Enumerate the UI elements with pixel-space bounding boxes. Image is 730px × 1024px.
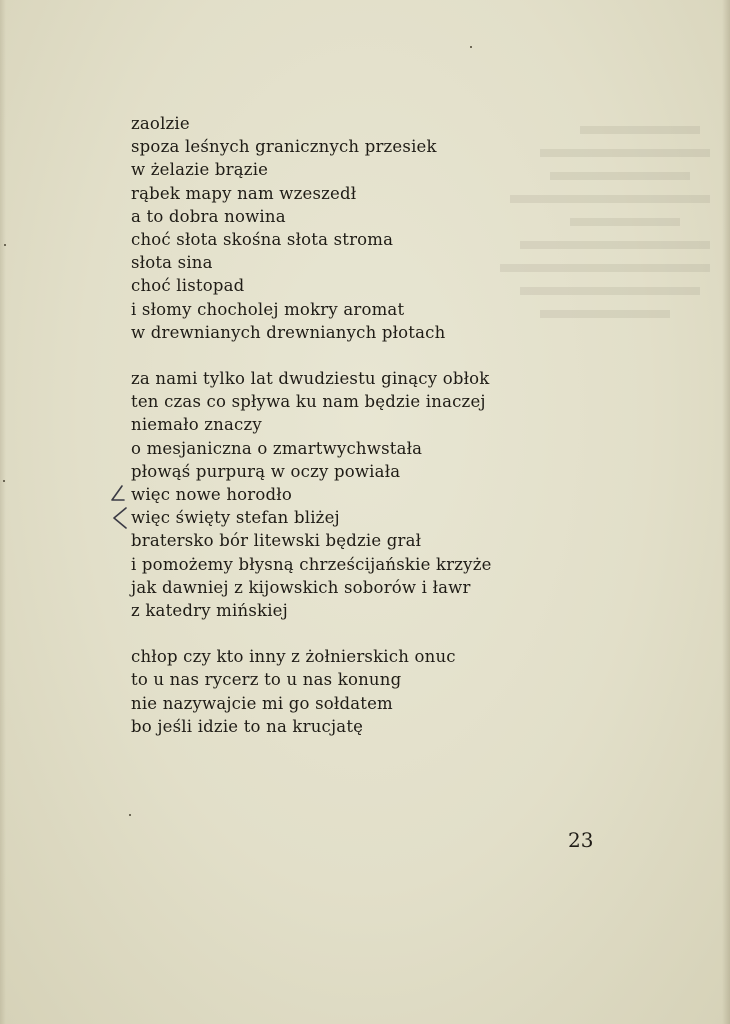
handwritten-bracket-mark (106, 484, 132, 530)
verse-line: o mesjaniczna o zmartwychwstała (131, 438, 423, 458)
page-right-edge-shadow (722, 0, 730, 1024)
verse-line: rąbek mapy nam wzeszedł (131, 183, 357, 203)
verse-line: niemało znaczy (131, 415, 262, 435)
verse-line: za nami tylko lat dwudziestu ginący obłok (131, 369, 490, 389)
verse-line: to u nas rycerz to u nas konung (131, 670, 402, 690)
stanza-3 (131, 645, 551, 738)
paper-speck (3, 480, 5, 482)
verse-line: więc nowe horodło (131, 485, 292, 505)
verse-line: bratersko bór litewski będzie grał (131, 531, 422, 551)
verse-line: nie nazywajcie mi go sołdatem (131, 693, 393, 713)
verse-line: choć słota skośna słota stroma (131, 230, 394, 250)
verse-line: w żelazie brązie (131, 160, 269, 180)
paper-speck (470, 46, 472, 48)
verse-line: jak dawniej z kijowskich soborów i ławr (131, 577, 471, 597)
verse-line: a to dobra nowina (131, 206, 286, 226)
verse-line: i słomy chocholej mokry aromat (131, 299, 405, 319)
page-left-edge-shadow (0, 0, 6, 1024)
verse-line: choć listopad (131, 276, 245, 296)
verse-line: i pomożemy błysną chrześcijańskie krzyże (131, 554, 492, 574)
verse-line: bo jeśli idzie to na krucjatę (131, 716, 364, 736)
poem-text (131, 112, 551, 738)
verse-line: więc święty stefan bliżej (131, 508, 340, 528)
paper-speck (4, 244, 6, 246)
verse-line: chłop czy kto inny z żołnierskich onuc (131, 647, 456, 667)
verse-line: zaolzie (131, 114, 190, 133)
page-number: 23 (568, 828, 594, 852)
stanza-2 (131, 367, 551, 622)
verse-line: płowąś purpurą w oczy powiała (131, 461, 401, 481)
verse-line: spoza leśnych granicznych przesiek (131, 137, 437, 157)
paper-speck (129, 814, 131, 816)
stanza-1 (131, 112, 551, 344)
verse-line: z katedry mińskiej (131, 601, 288, 621)
verse-line: ten czas co spływa ku nam będzie inaczej (131, 392, 486, 412)
verse-line: słota sina (131, 253, 213, 273)
verse-line: w drewnianych drewnianych płotach (131, 322, 446, 342)
